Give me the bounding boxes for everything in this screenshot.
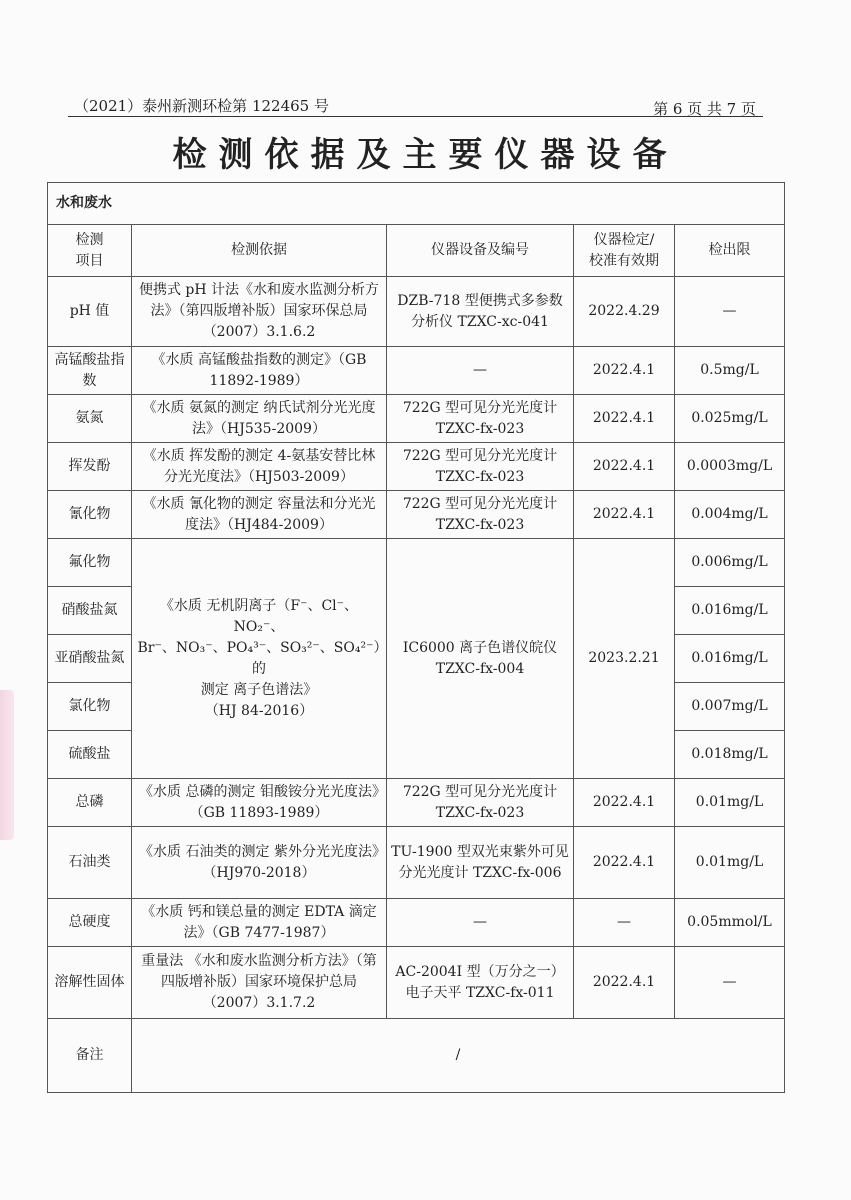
- instrument-cell: TU-1900 型双光束紫外可见分光光度计 TZXC-fx-006: [387, 827, 574, 899]
- instrument-cell: —: [387, 347, 574, 395]
- item-cell: 石油类: [48, 827, 132, 899]
- limit-cell: 0.5mg/L: [675, 347, 785, 395]
- valid-cell: 2022.4.29: [574, 277, 675, 347]
- limit-cell: 0.006mg/L: [675, 539, 785, 587]
- remark-row: [48, 1019, 785, 1093]
- instrument-cell: AC-2004I 型（万分之一）电子天平 TZXC-fx-011: [387, 947, 574, 1019]
- table-row: [48, 539, 785, 587]
- table-row: [48, 277, 785, 347]
- instrument-cell: 722G 型可见分光光度计 TZXC-fx-023: [387, 443, 574, 491]
- ion-method-line: （HJ 84-2016）: [204, 702, 314, 719]
- remark-value: /: [132, 1019, 785, 1093]
- method-cell: 《水质 氰化物的测定 容量法和分光光度法》（HJ484-2009）: [132, 491, 387, 539]
- table-row: [48, 779, 785, 827]
- method-cell: 便携式 pH 计法《水和废水监测分析方法》（第四版增补版）国家环保总局（2007）3.1.6.2: [132, 277, 387, 347]
- limit-cell: 0.007mg/L: [675, 683, 785, 731]
- limit-cell: 0.01mg/L: [675, 779, 785, 827]
- ion-method-line: 测定 离子色谱法》: [200, 681, 318, 698]
- item-cell: 溶解性固体: [48, 947, 132, 1019]
- item-cell: pH 值: [48, 277, 132, 347]
- method-cell: 《水质 氨氮的测定 纳氏试剂分光光度法》（HJ535-2009）: [132, 395, 387, 443]
- item-cell: 硫酸盐: [48, 731, 132, 779]
- header-row: [48, 225, 785, 277]
- page-title: 检测依据及主要仪器设备: [172, 135, 679, 175]
- valid-cell: —: [574, 899, 675, 947]
- limit-cell: 0.0003mg/L: [675, 443, 785, 491]
- item-cell: 氰化物: [48, 491, 132, 539]
- instrument-cell: —: [387, 899, 574, 947]
- method-cell: 《水质 挥发酚的测定 4-氨基安替比林分光光度法》（HJ503-2009）: [132, 443, 387, 491]
- method-cell: 《水质 总磷的测定 钼酸铵分光光度法》（GB 11893-1989）: [132, 779, 387, 827]
- col-header-item: 检测 项目: [48, 225, 132, 277]
- valid-cell: 2023.2.21: [574, 539, 675, 779]
- table-row: [48, 395, 785, 443]
- valid-cell: 2022.4.1: [574, 827, 675, 899]
- instrument-cell: 722G 型可见分光光度计 TZXC-fx-023: [387, 491, 574, 539]
- table-row: [48, 443, 785, 491]
- page-info: 第 6 页 共 7 页: [653, 100, 756, 118]
- instrument-cell: 722G 型可见分光光度计 TZXC-fx-023: [387, 779, 574, 827]
- col-header-instrument: 仪器设备及编号: [387, 225, 574, 277]
- table-row: [48, 347, 785, 395]
- method-cell: 重量法 《水和废水监测分析方法》（第四版增补版）国家环境保护总局（2007）3.1.7.2: [132, 947, 387, 1019]
- limit-cell: 0.016mg/L: [675, 635, 785, 683]
- valid-cell: 2022.4.1: [574, 395, 675, 443]
- instrument-cell: IC6000 离子色谱仪皖仪 TZXC-fx-004: [387, 539, 574, 779]
- method-cell: 《水质 高锰酸盐指数的测定》（GB 11892-1989）: [132, 347, 387, 395]
- valid-cell: 2022.4.1: [574, 779, 675, 827]
- ion-method-cell: [132, 539, 387, 779]
- valid-cell: 2022.4.1: [574, 443, 675, 491]
- limit-cell: 0.004mg/L: [675, 491, 785, 539]
- ion-method-line: 《水质 无机阴离子（F⁻、Cl⁻、NO₂⁻、: [159, 597, 359, 635]
- valid-cell: 2022.4.1: [574, 491, 675, 539]
- table-row: [48, 899, 785, 947]
- table-row: [48, 947, 785, 1019]
- section-title: 水和废水: [48, 183, 785, 225]
- limit-cell: 0.01mg/L: [675, 827, 785, 899]
- method-cell: 《水质 钙和镁总量的测定 EDTA 滴定法》（GB 7477-1987）: [132, 899, 387, 947]
- item-cell: 硝酸盐氮: [48, 587, 132, 635]
- instrument-cell: DZB-718 型便携式多参数分析仪 TZXC-xc-041: [387, 277, 574, 347]
- limit-cell: 0.05mmol/L: [675, 899, 785, 947]
- item-cell: 挥发酚: [48, 443, 132, 491]
- item-cell: 氨氮: [48, 395, 132, 443]
- limit-cell: 0.016mg/L: [675, 587, 785, 635]
- limit-cell: 0.025mg/L: [675, 395, 785, 443]
- stamp-fragment: [0, 690, 14, 840]
- item-cell: 氟化物: [48, 539, 132, 587]
- remark-label: 备注: [48, 1019, 132, 1093]
- method-cell: 《水质 石油类的测定 紫外分光光度法》（HJ970-2018）: [132, 827, 387, 899]
- item-cell: 总硬度: [48, 899, 132, 947]
- col-header-valid: 仪器检定/ 校准有效期: [574, 225, 675, 277]
- col-header-method: 检测依据: [132, 225, 387, 277]
- limit-cell: 0.018mg/L: [675, 731, 785, 779]
- report-number: （2021）泰州新测环检第 122465 号: [74, 97, 329, 115]
- item-cell: 总磷: [48, 779, 132, 827]
- valid-cell: 2022.4.1: [574, 347, 675, 395]
- valid-cell: 2022.4.1: [574, 947, 675, 1019]
- limit-cell: —: [675, 947, 785, 1019]
- header-rule: [68, 116, 763, 117]
- methods-table: [47, 182, 785, 1093]
- item-cell: 氯化物: [48, 683, 132, 731]
- table-row: [48, 827, 785, 899]
- limit-cell: —: [675, 277, 785, 347]
- table-row: [48, 491, 785, 539]
- ion-method-line: Br⁻、NO₃⁻、PO₄³⁻、SO₃²⁻、SO₄²⁻）的: [137, 639, 381, 677]
- col-header-limit: 检出限: [675, 225, 785, 277]
- item-cell: 高锰酸盐指数: [48, 347, 132, 395]
- item-cell: 亚硝酸盐氮: [48, 635, 132, 683]
- instrument-cell: 722G 型可见分光光度计 TZXC-fx-023: [387, 395, 574, 443]
